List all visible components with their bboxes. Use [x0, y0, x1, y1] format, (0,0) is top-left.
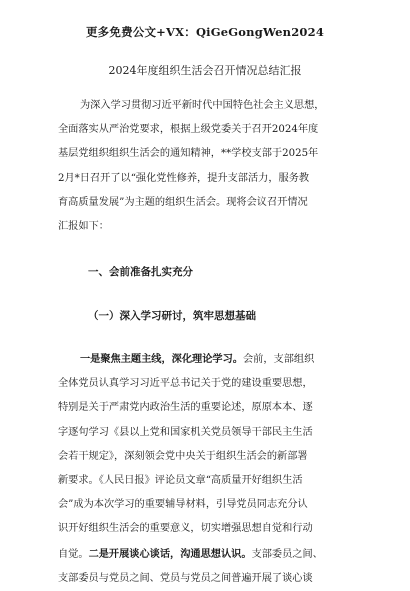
intro-line: 基层党组织组织生活会的通知精神，**学校支部于2025年 — [58, 148, 319, 160]
intro-line: 全面落实从严治党要求，根据上级党委关于召开2024年度 — [58, 124, 319, 136]
body-line: 会”成为本次学习的重要辅导材料，引导党员同志充分认 — [58, 499, 308, 511]
point1-text: 会前，支部组织 — [243, 354, 315, 365]
body-line: 支部委员与党员之间、党员与党员之间普遍开展了谈心谈 — [58, 572, 313, 584]
intro-line: 为深入学习贯彻习近平新时代中国特色社会主义思想， — [80, 100, 325, 111]
section-heading: 一、会前准备扎实充分 — [88, 266, 193, 278]
body-line: 会若干规定》，深刻领会党中央关于组织生活会的新部署 — [58, 450, 308, 462]
point1-end: 自觉。 — [58, 548, 89, 560]
point1-heading: 一是聚焦主题主线，深化理论学习。 — [80, 353, 243, 365]
intro-line: 2月*日召开了以“强化党性修养，提升支部活力，服务教 — [58, 172, 310, 184]
body-line-first — [58, 347, 360, 372]
subsection-heading: （一）深入学习研讨，筑牢思想基础 — [88, 310, 256, 322]
intro-line: 育高质量发展”为主题的组织生活会。现将会议召开情况 — [58, 196, 308, 208]
promo-banner: 更多免费公文+VX：QiGeGongWen2024 — [85, 25, 325, 39]
body-line: 新要求。《人民日报》评论员文章“高质量开好组织生活 — [58, 475, 303, 487]
point2-heading: 二是开展谈心谈话，沟通思想认识。 — [88, 547, 252, 560]
document-title: 2024年度组织生活会召开情况总结汇报 — [108, 64, 302, 77]
body-line-mixed — [58, 542, 360, 567]
body-line: 特别是关于严肃党内政治生活的重要论述，原原本本、逐 — [58, 402, 313, 414]
intro-paragraph — [58, 94, 360, 239]
point2-text: 支部委员之间、 — [251, 548, 323, 560]
body-line: 字逐句学习《县以上党和国家机关党员领导干部民主生活 — [58, 426, 313, 438]
body-line: 识开好组织生活会的重要意义，切实增强思想自觉和行动 — [58, 523, 313, 535]
body-paragraph — [58, 347, 360, 591]
body-line: 全体党员认真学习习近平总书记关于党的建设重要思想， — [58, 378, 313, 390]
intro-line: 汇报如下： — [58, 221, 109, 233]
